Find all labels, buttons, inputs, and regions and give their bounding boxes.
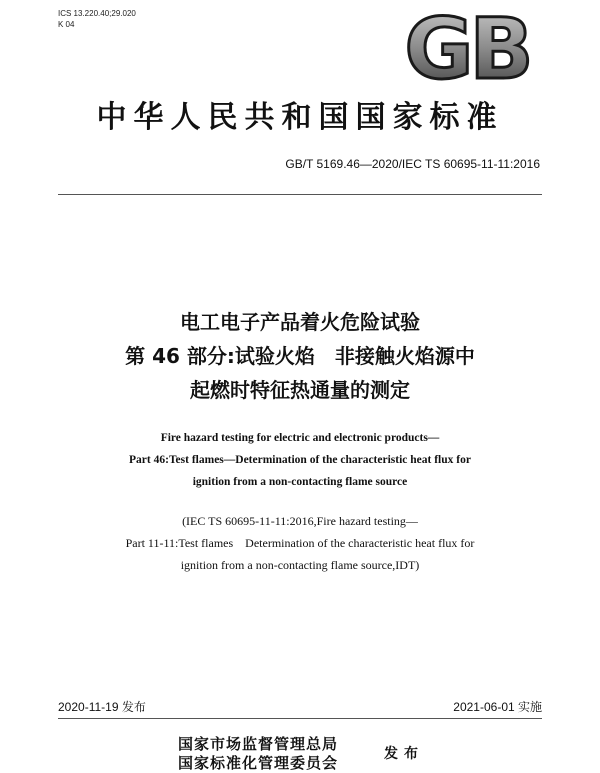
title-en-line3: ignition from a non-contacting flame source <box>192 476 408 488</box>
country-standard-heading: 中华人民共和国国家标准 <box>96 100 504 135</box>
ccs-code: K 04 <box>58 20 75 29</box>
standard-number: GB/T 5169.46—2020/IEC TS 60695-11-11:2016 <box>285 157 540 171</box>
issue-action: 发布 <box>384 746 424 762</box>
equivalence-line1: (IEC TS 60695-11-11:2016,Fire hazard testing— <box>182 514 418 528</box>
title-cn-line1: 电工电子产品着火危险试验 <box>180 310 420 334</box>
footer-divider <box>58 718 542 719</box>
title-en-line2: Part 46:Test flames—Determination of the characteristic heat flux for <box>129 454 471 466</box>
gb-logo <box>392 12 542 86</box>
title-en-line1: Fire hazard testing for electric and electronic products— <box>160 432 440 444</box>
title-cn-line2: 第 46 部分:试验火焰 非接触火焰源中 <box>125 344 475 368</box>
classification-codes <box>58 8 136 30</box>
equivalence-line3: ignition from a non-contacting flame source,IDT) <box>180 558 420 572</box>
issuing-authorities <box>178 735 338 773</box>
implementation-date: 2021-06-01 实施 <box>453 700 542 714</box>
issuer-sac: 国家标准化管理委员会 <box>178 754 339 772</box>
header-divider <box>58 194 542 195</box>
gb-logo-text: GB <box>404 12 530 86</box>
issuer-samr: 国家市场监督管理总局 <box>178 735 339 753</box>
equivalence-line2: Part 11-11:Test flames Determination of the characteristic heat flux for <box>125 536 475 550</box>
ics-code: ICS 13.220.40;29.020 <box>58 9 136 18</box>
issue-date: 2020-11-19 发布 <box>58 700 146 714</box>
title-cn-line3: 起燃时特征热通量的测定 <box>190 378 410 402</box>
